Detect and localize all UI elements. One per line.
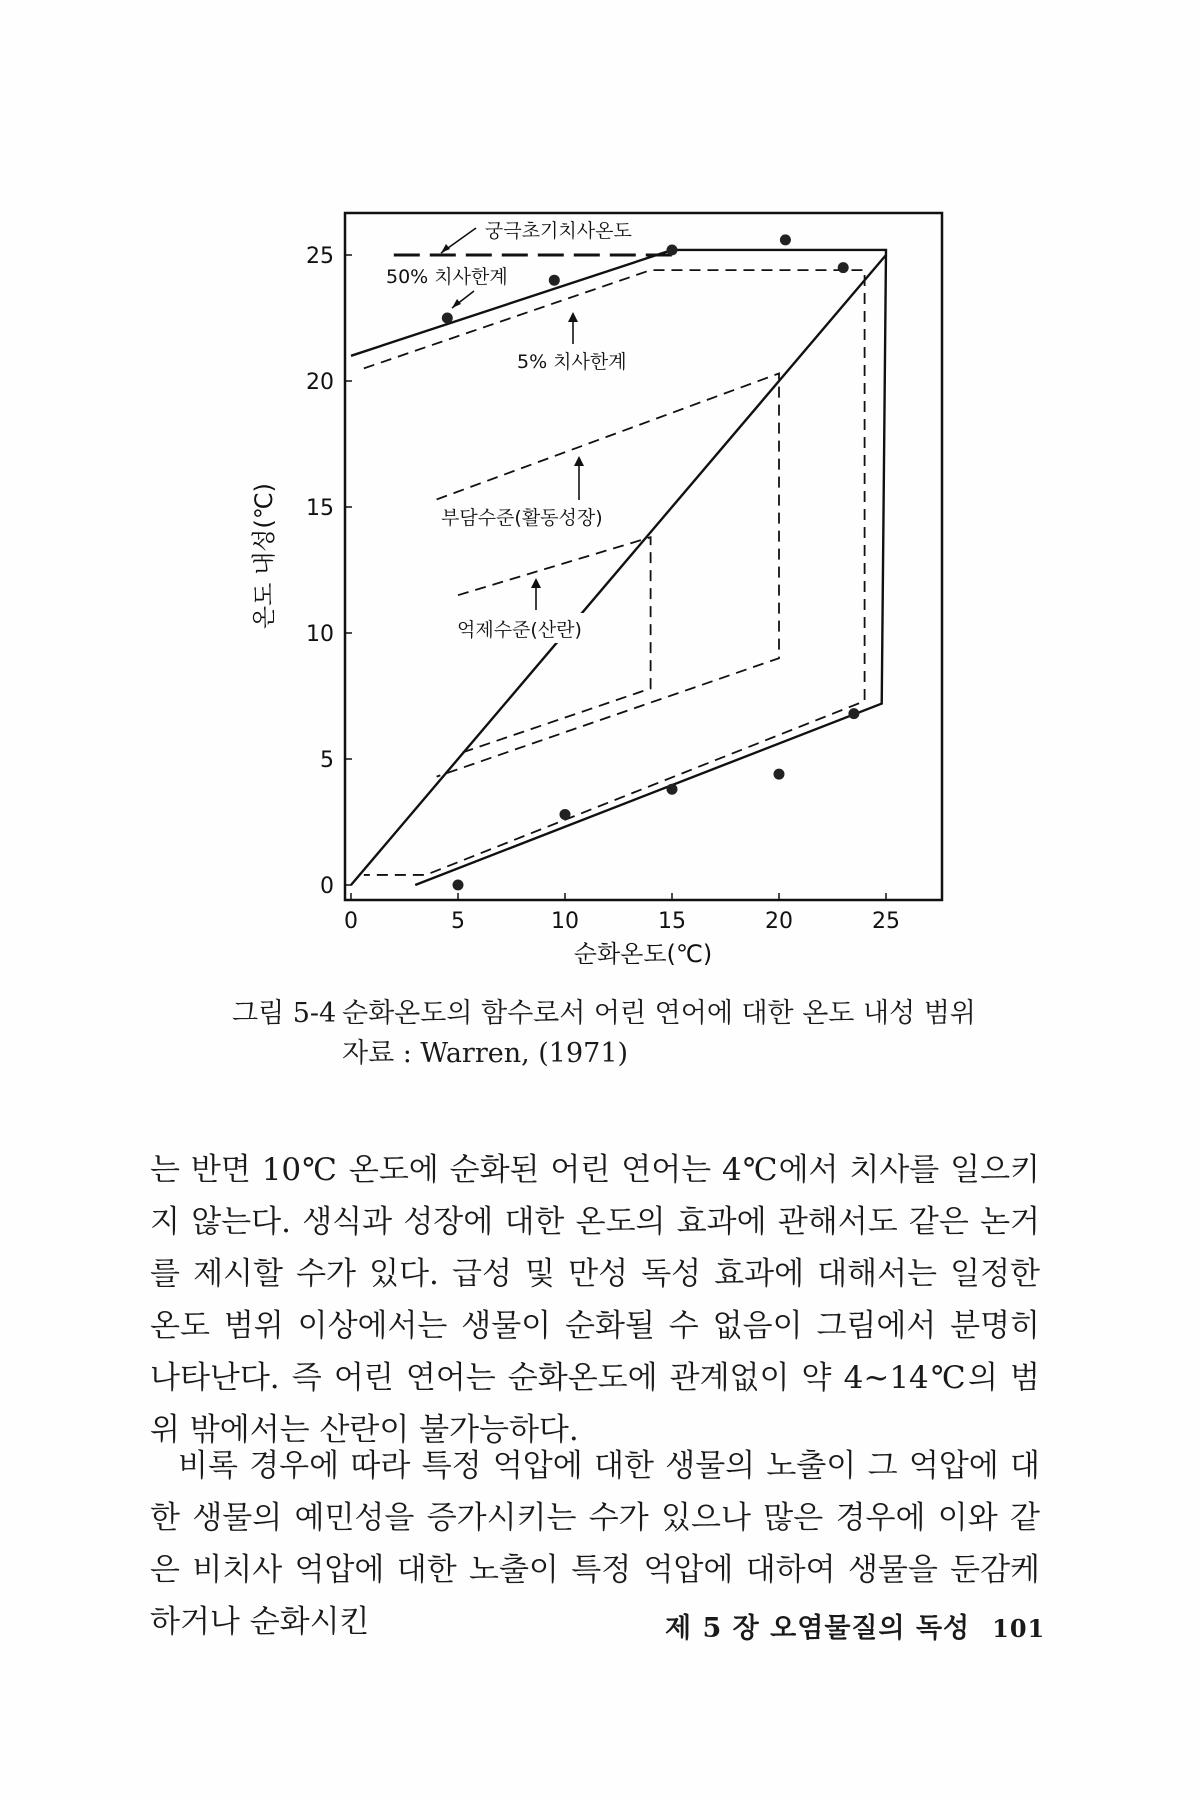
x-tick-label-2: 10 xyxy=(551,909,579,934)
data-point-5 xyxy=(453,880,464,891)
data-point-6 xyxy=(560,809,571,820)
arrow-inhibit-level-head xyxy=(531,578,541,588)
data-point-8 xyxy=(774,769,785,780)
annotation-inhibit-level: 억제수준(산란) xyxy=(457,619,582,641)
annotation-stress-level: 부담수준(활동성장) xyxy=(441,507,603,529)
body-paragraph-1: 는 반면 10℃ 온도에 순화된 어린 연어는 4℃에서 치사를 일으키지 않는다. 생식과 성장에 대한 온도의 효과에 관해서도 같은 논거를 제시할 수가 있다. 급성 및 만성 독성 효과에 대해서는 일정한 온도 범위 이상에서는 생물이 순화될 수 없음이 그림에서 분명히 나타난다. 즉 어린 연어는 순화온도에 관계없이 약 4~14℃의 범위 밖에서는 산란이 불가능하다. xyxy=(150,1152,1040,1448)
figure-source: 자료 : Warren, (1971) xyxy=(342,1038,629,1069)
figure-caption xyxy=(232,994,976,1074)
x-tick-label-0: 0 xyxy=(344,909,358,934)
data-point-4 xyxy=(838,262,849,273)
data-point-1 xyxy=(549,275,560,286)
data-point-2 xyxy=(667,244,678,255)
arrow-5-lethal-head xyxy=(568,312,578,322)
figure-caption-text: 순화온도의 함수로서 어린 연어에 대한 온도 내성 범위 xyxy=(342,998,976,1029)
annotation-5-lethal: 5% 치사한계 xyxy=(517,351,627,373)
data-point-7 xyxy=(667,784,678,795)
arrow-stress-level-head xyxy=(574,456,584,466)
data-point-9 xyxy=(848,708,859,719)
annotation-ultimate-lethal: 궁극초기치사온도 xyxy=(485,220,632,242)
chapter-title: 제 5 장 오염물질의 독성 xyxy=(665,1613,971,1644)
y-tick-label-1: 5 xyxy=(320,748,334,773)
x-tick-label-3: 15 xyxy=(658,909,686,934)
page-number: 101 xyxy=(992,1614,1046,1643)
y-axis-label: 온도 내성(℃) xyxy=(250,482,278,630)
y-tick-label-3: 15 xyxy=(306,496,334,521)
x-tick-label-4: 20 xyxy=(765,909,793,934)
y-tick-label-0: 0 xyxy=(320,874,334,899)
body-paragraph-2: 비록 경우에 따라 특정 억압에 대한 생물의 노출이 그 억압에 대한 생물의 예민성을 증가시키는 수가 있으나 많은 경우에 이와 같은 비치사 억압에 대한 노출이 특정 억압에 대하여 생물을 둔감케 하거나 순화시킨 xyxy=(150,1448,1040,1640)
annotation-50-lethal: 50% 치사한계 xyxy=(386,266,508,288)
page-footer xyxy=(665,1606,1045,1645)
series-line-2 xyxy=(437,373,779,776)
data-point-3 xyxy=(780,234,791,245)
x-tick-label-5: 25 xyxy=(872,909,900,934)
figure-number: 그림 5-4 xyxy=(232,998,337,1029)
y-tick-label-2: 10 xyxy=(306,622,334,647)
y-tick-label-5: 25 xyxy=(306,244,334,269)
arrow-50-lethal-head xyxy=(452,299,461,308)
x-tick-label-1: 5 xyxy=(451,909,465,934)
series-line-4 xyxy=(351,255,886,885)
x-axis-label: 순화온도(℃) xyxy=(573,940,713,968)
data-point-0 xyxy=(442,313,453,324)
arrow-ultimate-lethal-head xyxy=(441,244,450,253)
y-tick-label-4: 20 xyxy=(306,370,334,395)
